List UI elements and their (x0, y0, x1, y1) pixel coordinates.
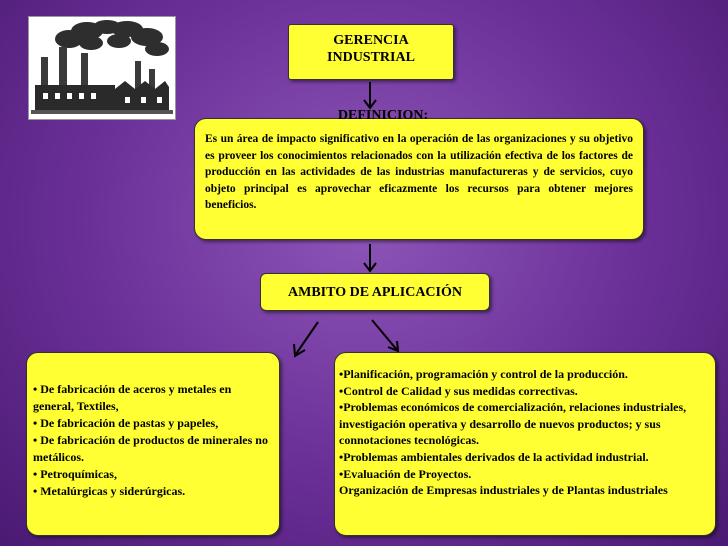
list-item: •Problemas económicos de comercialización, relaciones industriales, investigación operativa y desarrollo de nuevos productos; y sus connotaciones tecnológicas. (339, 400, 687, 448)
definition-heading: DEFINICION: (337, 108, 429, 123)
list-item: Organización de Empresas industriales y de Plantas industriales (339, 483, 668, 498)
title-line-1: GERENCIA (333, 33, 409, 48)
list-item: • De fabricación de aceros y metales en general, Textiles, (33, 382, 232, 413)
list-item: • Metalúrgicas y siderúrgicas. (33, 484, 186, 498)
list-item: • Petroquímicas, (33, 467, 117, 481)
list-item: •Problemas ambientales derivados de la actividad industrial. (339, 449, 649, 464)
definition-text: Es un área de impacto significativo en la operación de las organizaciones y su objetivo es proveer los conocimientos relacionados con la utilización efectiva de los factores de producción en las actividades de las industrias manufactureras y de servicios, cuyo objeto principal es aprovechar eficazmente los recursos para obtener mejores beneficios. (205, 133, 633, 211)
list-item: • De fabricación de productos de minerales no metálicos. (33, 433, 268, 464)
list-item: • De fabricación de pastas y papeles, (33, 416, 219, 430)
arrow-ambito-to-right (372, 320, 397, 350)
title-line-2: INDUSTRIAL (327, 50, 415, 65)
arrow-ambito-to-left (296, 322, 318, 354)
list-item: •Control de Calidad y sus medidas correctivas. (339, 383, 578, 398)
list-item: •Planificación, programación y control de la producción. (339, 367, 628, 381)
list-item: •Evaluación de Proyectos. (339, 466, 472, 481)
ambito-label: AMBITO DE APLICACIÓN (288, 285, 462, 300)
